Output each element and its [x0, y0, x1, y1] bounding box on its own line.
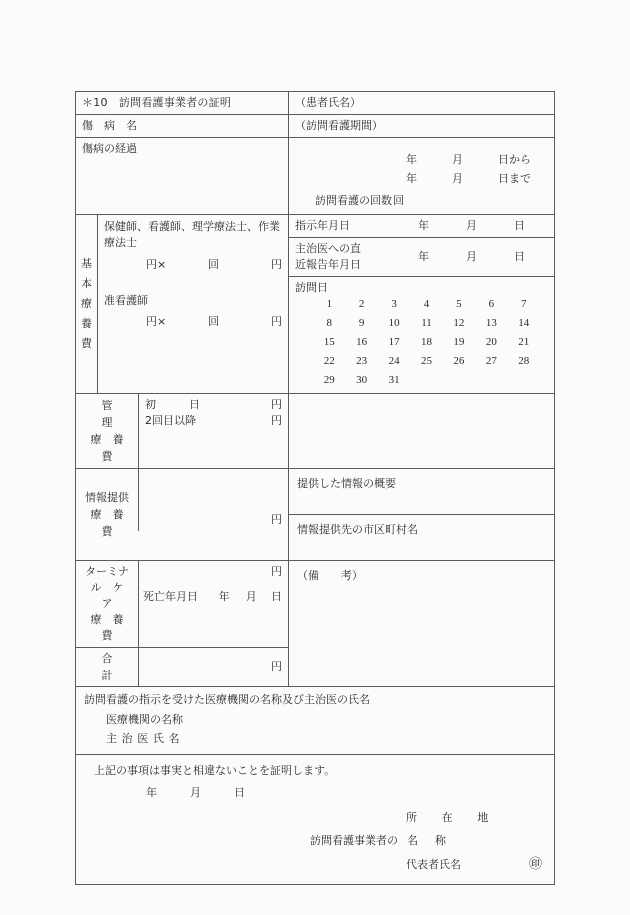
visit-day[interactable]: 28: [518, 355, 530, 368]
terminal-fee-label: [76, 561, 138, 647]
management-fee-values: [138, 394, 288, 468]
management-fee-label-line1: 管 理: [101, 399, 146, 430]
provider-name-label: 名称: [407, 833, 464, 847]
certification-day: 日: [234, 785, 245, 799]
info-fee-unit: 円: [271, 513, 282, 527]
basic-care-row: [76, 215, 554, 394]
terminal-fee-label-line1: ターミナ: [85, 565, 129, 579]
visit-day[interactable]: 30: [356, 374, 368, 387]
visit-day[interactable]: 4: [423, 298, 430, 311]
visit-day[interactable]: 9: [358, 317, 365, 330]
terminal-fee-row: [76, 561, 288, 648]
info-fee-amount: [138, 469, 288, 531]
info-detail-block: [288, 469, 554, 560]
second-visit-label: 2回目以降: [145, 414, 196, 428]
assistant-nurse-yen-times: 円×: [146, 315, 167, 329]
representative-line: [84, 856, 546, 875]
staff-nurse-times-unit: 回: [208, 257, 219, 271]
visit-day[interactable]: 8: [326, 317, 332, 330]
visit-days-calendar: [289, 295, 554, 393]
visit-day[interactable]: 5: [456, 298, 462, 311]
basic-care-label-char-2: 療: [81, 297, 92, 311]
basic-care-label-char-3: 養: [81, 317, 92, 331]
staff-nurse-total-unit: 円: [271, 257, 282, 271]
basic-care-label-char-0: 基: [81, 257, 92, 271]
report-date-year: 年: [418, 249, 429, 263]
terminal-fee-label-line2: ル ケ ア: [90, 581, 135, 611]
institution-heading: 訪問看護の指示を受けた医療機関の名称及び主治医の氏名: [84, 693, 370, 707]
disease-name-label: 傷 病 名: [82, 118, 137, 132]
instruction-date-year: 年: [418, 218, 429, 232]
total-label-text: 合 計: [101, 652, 146, 683]
certification-block: [76, 755, 554, 884]
visit-count-unit: 回: [393, 193, 404, 207]
total-label: [76, 648, 146, 686]
certification-row: [76, 755, 554, 884]
death-date-day: 日: [271, 590, 283, 604]
basic-care-label-char-4: 費: [81, 337, 92, 351]
visit-day[interactable]: 27: [485, 355, 497, 368]
info-summary-label: 提供した情報の概要: [289, 469, 554, 515]
visit-day[interactable]: 11: [421, 317, 432, 330]
staff-nurse-label: 保健師、看護師、理学療法士、作業療法士: [104, 219, 280, 249]
visit-day[interactable]: 25: [420, 355, 432, 368]
assistant-nurse-label: 准看護師: [104, 293, 148, 307]
management-fee-row: [76, 394, 554, 469]
disease-course-label: 傷病の経過: [82, 141, 137, 155]
assistant-nurse-fee-line: [98, 314, 288, 330]
visit-day[interactable]: 21: [518, 336, 530, 349]
basic-care-label: [76, 215, 97, 393]
form-header-row: [76, 92, 554, 115]
institution-name-label: 医療機関の名称: [106, 713, 183, 727]
first-day-unit: 円: [271, 398, 282, 412]
basic-care-label-char-1: 本: [81, 277, 92, 291]
report-date-label: [295, 241, 418, 273]
visit-period-label: （訪問看護期間）: [288, 115, 554, 137]
assistant-nurse-times-unit: 回: [208, 315, 219, 329]
instruction-date-row: [289, 215, 554, 238]
patient-name-label: （患者氏名）: [288, 92, 554, 114]
visit-day[interactable]: 19: [453, 336, 465, 349]
instruction-date-label: 指示年月日: [295, 218, 350, 232]
basic-care-fee-block: [97, 215, 288, 393]
visit-day[interactable]: 31: [388, 374, 400, 387]
address-line: [84, 810, 546, 826]
visit-day[interactable]: 1: [326, 298, 332, 311]
terminal-and-total-row: [76, 561, 554, 687]
period-to-day: 日まで: [498, 171, 531, 185]
terminal-fee-unit: 円: [271, 565, 282, 579]
info-fee-row: [76, 469, 554, 561]
period-to-line: [289, 171, 554, 187]
visit-days-block: [289, 277, 554, 394]
second-visit-line: [139, 413, 288, 429]
death-date-line: [139, 589, 288, 605]
remarks-label: （備 考）: [297, 569, 363, 583]
visit-day[interactable]: 24: [388, 355, 400, 368]
info-municipality-label: 情報提供先の市区町村名: [297, 523, 418, 537]
provider-name-line: [84, 833, 546, 849]
attending-doctor-label: 主治医氏名: [106, 731, 185, 745]
visit-day[interactable]: 23: [356, 355, 368, 368]
visit-count-line: [289, 193, 554, 209]
disease-name-row: [76, 115, 554, 138]
period-from-day: 日から: [498, 152, 531, 166]
visit-day[interactable]: 10: [388, 317, 400, 330]
provider-prefix: 訪問看護事業者の: [310, 833, 398, 847]
period-from-month: 月: [452, 152, 463, 166]
info-fee-label: [76, 469, 138, 560]
management-fee-label: [76, 394, 146, 468]
management-fee-label-line2: 療 養 費: [90, 433, 135, 464]
certification-statement: 上記の事項は事実と相違ないことを証明します。: [94, 763, 336, 777]
visit-day[interactable]: 18: [420, 336, 432, 349]
info-fee-label-line1: 情報提供: [85, 491, 129, 505]
visit-day[interactable]: 22: [323, 355, 335, 368]
death-date-month: 月: [245, 590, 257, 604]
total-unit: 円: [271, 660, 282, 674]
signature-block: [84, 810, 546, 875]
instruction-date-day: 日: [514, 218, 525, 232]
visit-period-block: [288, 138, 554, 214]
report-date-day: 日: [514, 249, 525, 263]
institution-block: [76, 687, 554, 754]
terminal-total-left: [76, 561, 288, 687]
first-day-label: 初 日: [145, 398, 200, 412]
period-to-year: 年: [406, 171, 417, 185]
visit-day[interactable]: 2: [358, 298, 365, 311]
staff-nurse-yen-times: 円×: [146, 257, 167, 271]
death-date-label: 死亡年月日: [143, 590, 198, 604]
visit-day[interactable]: 14: [518, 317, 530, 330]
period-from-year: 年: [406, 152, 417, 166]
visit-day[interactable]: 13: [485, 317, 497, 330]
total-row: [76, 648, 288, 687]
period-to-month: 月: [452, 171, 463, 185]
first-day-line: [139, 397, 288, 413]
visit-day[interactable]: 6: [488, 298, 495, 311]
remarks-block: [288, 561, 554, 687]
info-fee-label-line2: 療 養 費: [90, 508, 135, 539]
representative-label: 代表者氏名: [406, 858, 461, 872]
visit-day[interactable]: 7: [521, 298, 527, 311]
period-from-line: [289, 152, 554, 168]
visit-count-label: 訪問看護の回数: [315, 193, 392, 207]
report-date-label-line1: 主治医への直: [295, 241, 361, 255]
terminal-fee-label-line3: 療 養 費: [90, 613, 135, 643]
nursing-care-certification-form: [75, 91, 555, 885]
address-label: 所 在 地: [406, 810, 496, 824]
staff-nurse-fee-line: [98, 257, 288, 273]
report-date-month: 月: [466, 249, 477, 263]
form-title: ＊10 訪問看護事業者の証明: [82, 96, 232, 109]
visit-day[interactable]: 12: [453, 317, 465, 330]
management-fee-blank: [288, 394, 554, 468]
visit-day[interactable]: 3: [391, 298, 397, 311]
visit-day[interactable]: 16: [356, 336, 368, 349]
visit-day[interactable]: 26: [453, 355, 465, 368]
visit-day[interactable]: 15: [323, 336, 335, 349]
disease-course-row: [76, 138, 554, 215]
terminal-fee-values: [138, 561, 288, 647]
instruction-date-month: 月: [466, 218, 477, 232]
report-date-label-line2: 近報告年月日: [295, 257, 361, 271]
seal-stamp-icon: ㊞: [528, 856, 542, 872]
certification-year: 年: [146, 785, 157, 799]
death-date-year: 年: [218, 590, 230, 604]
visit-day[interactable]: 17: [388, 336, 400, 349]
visit-day[interactable]: 29: [323, 374, 335, 387]
certification-month: 月: [190, 785, 201, 799]
visit-days-label: 訪問日: [295, 280, 328, 294]
instruction-and-visit-block: [288, 215, 554, 393]
second-visit-unit: 円: [271, 414, 282, 428]
total-amount: [138, 648, 288, 686]
visit-day[interactable]: 20: [485, 336, 497, 349]
certification-date-line: [84, 779, 546, 801]
report-date-row: [289, 238, 554, 277]
institution-row: [76, 687, 554, 755]
assistant-nurse-total-unit: 円: [271, 315, 282, 329]
